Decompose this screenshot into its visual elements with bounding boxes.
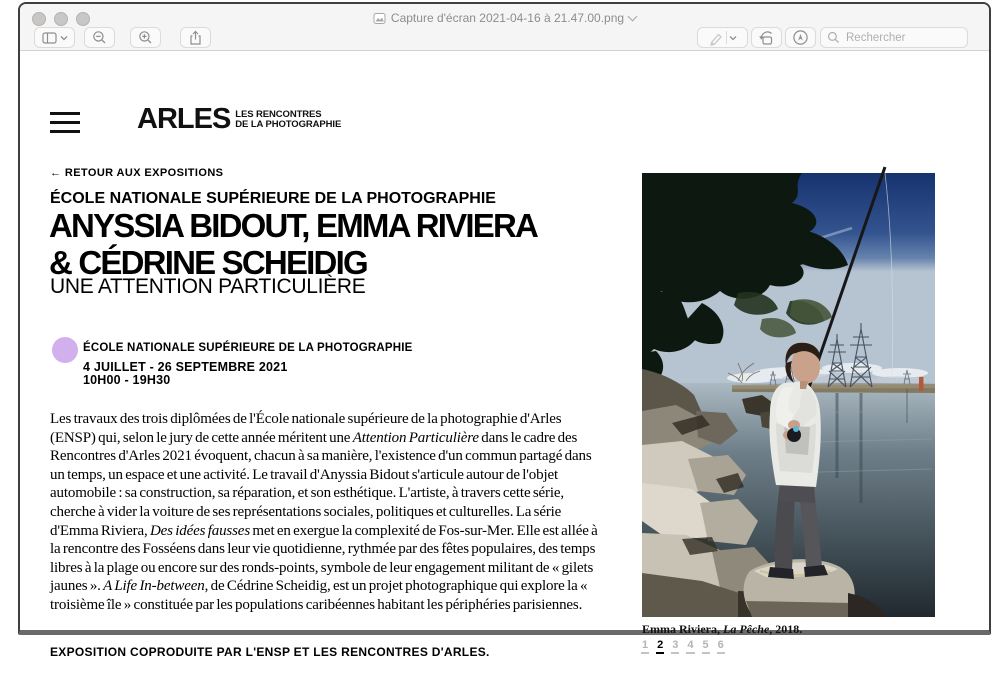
caption-artist: Emma Riviera, (642, 622, 723, 636)
sidebar-view-button[interactable] (34, 27, 75, 48)
markup-toolbar-icon (792, 29, 809, 46)
caption-year: , 2018. (769, 622, 803, 636)
logo-tagline-line1: LES RENCONTRES (235, 109, 322, 120)
markup-toolbar-button[interactable] (785, 27, 816, 48)
event-dates: 4 JUILLET - 26 SEPTEMBRE 2021 (83, 360, 288, 374)
markup-pen-icon (708, 30, 724, 46)
body-italic-segment: Attention Particulière (352, 429, 479, 446)
rotate-left-button[interactable] (751, 27, 782, 48)
titlebar (20, 4, 989, 51)
search-input[interactable] (844, 31, 958, 45)
window-title-text: Capture d'écran 2021-04-16 à 21.47.00.png (390, 11, 625, 25)
share-button[interactable] (180, 27, 211, 48)
search-icon (827, 31, 840, 44)
back-to-exhibitions-link[interactable]: ← RETOUR AUX EXPOSITIONS (50, 167, 224, 179)
proxy-file-icon (373, 12, 386, 25)
body-italic-segment: A Life In-between (103, 578, 205, 595)
hamburger-icon (50, 121, 80, 124)
body-text-segment: met en exergue la complexité de Fos-sur-Mer. Elle est allée à la rencontre des Fosséens dans leur vie quotidienne, rythmée par des fêtes populaires, des temps libres à la plage ou encore sur des ronds-points, symbole de leur engagement militant de « gilets jaunes ». (50, 522, 598, 595)
body-paragraph (50, 410, 607, 615)
body-text-segment: Les travaux des trois diplômées de l'École nationale supérieure de la photographie d'Arles (ENSP) qui, selon le jury de cette année méritent une (50, 411, 562, 446)
sidebar-icon (42, 31, 58, 45)
event-category-dot (52, 337, 78, 363)
exhibition-subtitle: UNE ATTENTION PARTICULIÈRE (50, 275, 366, 298)
event-venue: ÉCOLE NATIONALE SUPÉRIEURE DE LA PHOTOGRAPHIE (83, 342, 413, 354)
hamburger-menu-button[interactable] (50, 112, 80, 133)
body-text-segment: , de Cédrine Scheidig, est un projet photographique qui explore la « troisième île » constituée par les populations caribéennes habitant les périphéries parisiennes. (50, 578, 588, 613)
pagination-page-4[interactable]: 4 (686, 639, 694, 654)
logo-wordmark: ARLES (137, 103, 231, 135)
arles-logo[interactable] (137, 105, 341, 133)
pagination-page-1[interactable]: 1 (641, 639, 649, 654)
page-content (20, 51, 989, 659)
pagination-page-2[interactable]: 2 (656, 639, 664, 654)
hamburger-icon (50, 112, 80, 115)
event-hours: 10H00 - 19H30 (83, 373, 171, 387)
page-title-line2: & CÉDRINE SCHEIDIG (49, 244, 367, 281)
pagination-page-3[interactable]: 3 (671, 639, 679, 654)
zoom-out-icon (92, 30, 107, 45)
photo-illustration (642, 173, 935, 617)
hamburger-icon (50, 130, 80, 133)
share-icon (188, 30, 203, 46)
markup-pen-button[interactable] (697, 27, 748, 48)
page-title-line1: ANYSSIA BIDOUT, EMMA RIVIERA (49, 207, 538, 244)
preview-window (18, 2, 991, 659)
body-text-segment: dans le cadre des Rencontres d'Arles 2021 évoquent, chacun à sa manière, l'existence d'un commun partagé dans un temps, un espace et une activité. Le travail d'Anyssia Bidout s'articule autour de l'objet automobile : sa construction, sa réparation, et son esthétique. L'artiste, à travers cette série, cherche à vider la voiture de ses représentations sociales, politiques et culturelles. La série d'Emma Riviera, (50, 429, 592, 539)
zoom-out-button[interactable] (84, 27, 115, 48)
coproduction-note: EXPOSITION COPRODUITE PAR L'ENSP ET LES RENCONTRES D'ARLES. (50, 645, 490, 659)
page-title (49, 207, 537, 281)
button-divider (726, 31, 727, 44)
zoom-in-button[interactable] (130, 27, 161, 48)
title-chevron-down-icon[interactable] (628, 12, 638, 22)
school-overline: ÉCOLE NATIONALE SUPÉRIEURE DE LA PHOTOGRAPHIE (50, 190, 496, 207)
chevron-down-icon[interactable] (729, 35, 737, 41)
exhibition-photo[interactable] (642, 173, 935, 617)
rotate-left-icon (758, 30, 775, 46)
logo-tagline-line2: DE LA PHOTOGRAPHIE (235, 119, 342, 130)
search-field[interactable] (820, 27, 968, 48)
chevron-down-icon (60, 35, 68, 41)
photo-caption (642, 622, 802, 637)
pagination (641, 639, 725, 654)
zoom-in-icon (138, 30, 153, 45)
pagination-page-5[interactable]: 5 (702, 639, 710, 654)
caption-title: La Pêche (722, 622, 770, 636)
window-title (20, 11, 989, 25)
logo-tagline (235, 110, 341, 130)
body-italic-segment: Des idées fausses (149, 522, 251, 539)
pagination-page-6[interactable]: 6 (717, 639, 725, 654)
